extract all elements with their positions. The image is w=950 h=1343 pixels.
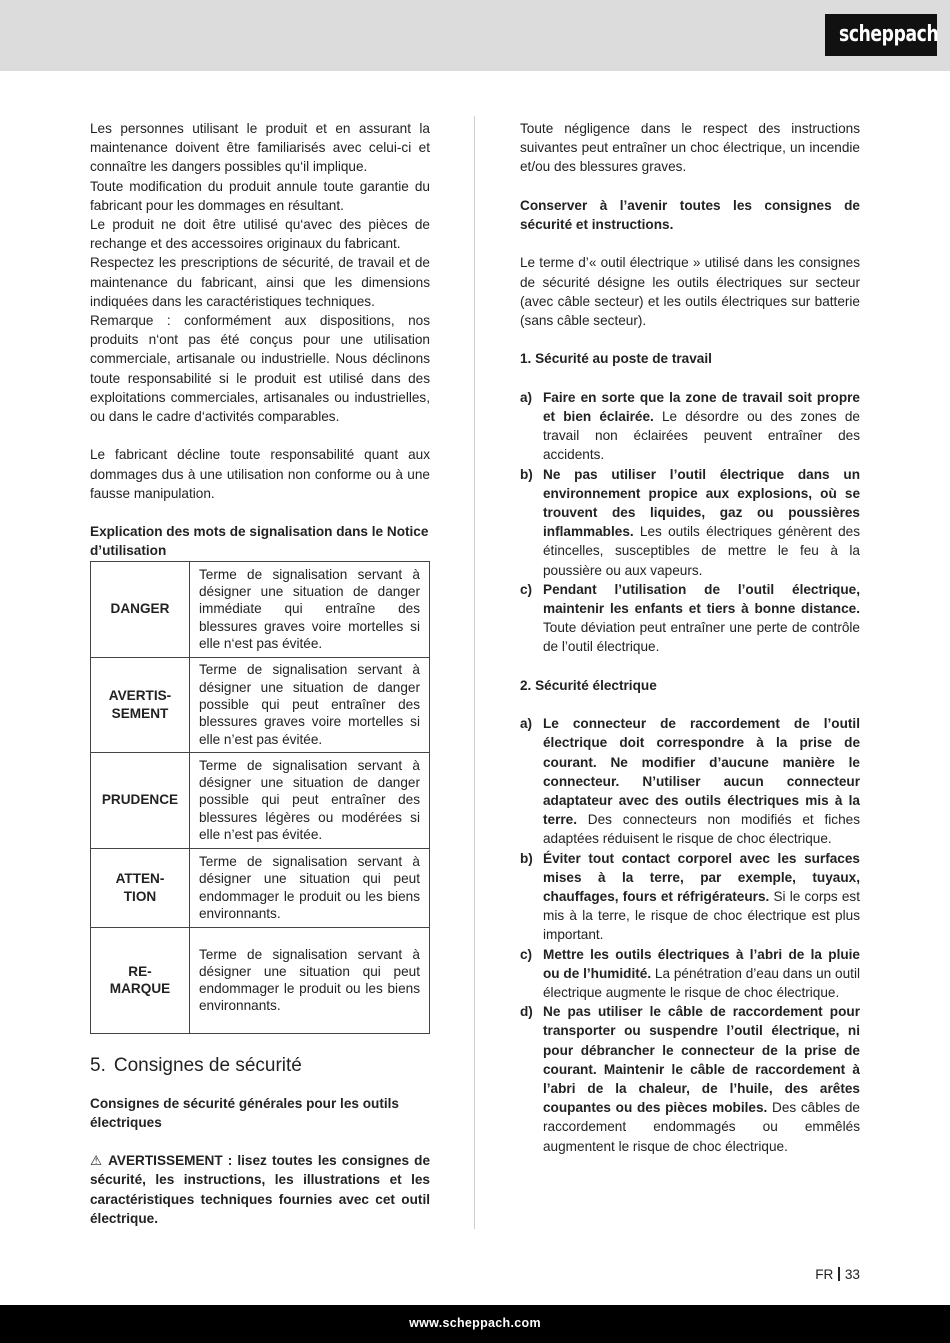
language-code: FR (815, 1267, 834, 1282)
signal-description: Terme de signalisation servant à désigner une situation de danger possible qui peut entraîner des blessures légères ou modérées si elle n’est pas évitée. (190, 752, 430, 848)
signal-words-table (90, 561, 430, 1034)
signal-term: RE- MARQUE (91, 927, 190, 1033)
signal-term: ATTEN- TION (91, 848, 190, 927)
signal-description: Terme de signalisation servant à désigner une situation de danger immédiate qui entraîne des blessures graves voire mortelles si elle n‘est pas évitée. (190, 561, 430, 657)
table-heading: Explication des mots de signalisation dans le Notice d’utilisation (90, 524, 429, 559)
signal-term: DANGER (91, 561, 190, 657)
electrical-heading: 2. Sécurité électrique (520, 677, 657, 693)
signal-term: AVERTIS- SEMENT (91, 657, 190, 752)
website-link[interactable]: www.scheppach.com (409, 1316, 541, 1330)
signal-term: PRUDENCE (91, 752, 190, 848)
general-heading: Consignes de sécurité générales pour les outils électriques (90, 1095, 399, 1130)
term-paragraph: Le terme d’« outil électrique » utilisé dans les consignes de sécurité désigne les outils électriques sur secteur (avec câble secteur) et les outils électriques sur batterie (sans câble secteur). (520, 255, 860, 328)
table-row (91, 752, 430, 848)
list-item: c) Pendant l’utilisation de l’outil électrique, maintenir les enfants et tiers à bonne distance. Toute déviation peut entraîner une perte de contrôle de l’outil électrique. (520, 581, 860, 655)
warning-paragraph: ⚠ AVERTISSEMENT : lisez toutes les consignes de sécurité, les instructions, les illustrations et les caractéristiques techniques fournies avec cet outil électrique. (90, 1153, 431, 1226)
table-row (91, 927, 430, 1033)
page-separator (838, 1267, 840, 1281)
intro-paragraph: Respectez les prescriptions de sécurité, de travail et de maintenance du fabricant, ainsi que les dimensions indiquées dans les caractéristiques techniques. (90, 255, 430, 309)
intro-paragraph: Les personnes utilisant le produit et en assurant la maintenance doivent être familiarisés avec celui-ci et connaître les dangers possibles qu‘il implique. (90, 121, 430, 175)
list-item: d) Ne pas utiliser le câble de raccordement pour transporter ou suspendre l’outil électrique, ni pour débrancher le connecteur de la prise de courant. Maintenir le câble de raccordement à l’abri de la chaleur, de l’huile, des arêtes coupantes ou des pièces mobiles. Des câbles de raccordement endommagés ou emmêlés augmentent le risque de choc électrique. (520, 1004, 860, 1154)
intro-paragraph: Remarque : conformément aux dispositions, nos produits n‘ont pas été conçus pour une utilisation commerciale, artisanale ou industrielle. Nous déclinons toute responsabilité si le produit est utilisé dans des exploitations commerciales, artisanales ou industrielles, ou dans le cadre d‘activités comparables. (90, 313, 430, 425)
page-indicator (815, 1265, 860, 1284)
column-divider (474, 116, 475, 1229)
signal-description: Terme de signalisation servant à désigner une situation qui peut endommager le produit ou les biens environnants. (190, 927, 430, 1033)
left-column (90, 119, 430, 1228)
scheppach-logo: scheppach (825, 14, 937, 56)
warning-icon: ⚠ (90, 1153, 104, 1169)
right-column (520, 119, 860, 1156)
list-item: b) Ne pas utiliser l’outil électrique dans un environnement propice aux explosions, où se trouvent des liquides, gaz ou poussières inflammables. Les outils électriques génèrent des étincelles, susceptibles de mettre le feu à la poussière ou aux vapeurs. (520, 466, 860, 578)
workplace-heading: 1. Sécurité au poste de travail (520, 351, 712, 367)
header-band (0, 0, 950, 71)
intro-paragraph: Toute négligence dans le respect des instructions suivantes peut entraîner un choc électrique, un incendie et/ou des blessures graves. (520, 121, 860, 175)
table-row (91, 657, 430, 752)
section-title: 5. Consignes de sécurité (90, 1054, 302, 1076)
list-item: a) Le connecteur de raccordement de l’outil électrique doit correspondre à la prise de courant. Ne modifier d’aucune manière le connecteur. N’utiliser aucun connecteur adaptateur avec des outils électriques mis à la terre. Des connecteurs non modifiés et fiches adaptées réduisent le risque de choc électrique. (520, 716, 860, 847)
table-row (91, 848, 430, 927)
keep-instructions-heading: Conserver à l’avenir toutes les consignes de sécurité et instructions. (520, 197, 860, 232)
intro-paragraph: Le produit ne doit être utilisé qu‘avec des pièces de rechange et des accessoires originaux du fabricant. (90, 217, 430, 252)
list-item: a) Faire en sorte que la zone de travail soit propre et bien éclairée. Le désordre ou des zones de travail non éclairées peuvent entraîner des accidents. (520, 389, 860, 463)
footer-band (0, 1305, 950, 1343)
signal-description: Terme de signalisation servant à désigner une situation de danger possible qui peut entraîner des blessures graves voire mortelles si elle n’est pas évitée. (190, 657, 430, 752)
intro-paragraph: Toute modification du produit annule toute garantie du fabricant pour les dommages en résultant. (90, 178, 430, 213)
liability-paragraph: Le fabricant décline toute responsabilité quant aux dommages dus à une utilisation non conforme ou à une fausse manipulation. (90, 447, 430, 501)
page-number: 33 (844, 1267, 860, 1282)
signal-description: Terme de signalisation servant à désigner une situation qui peut endommager le produit ou les biens environnants. (190, 848, 430, 927)
list-item: c) Mettre les outils électriques à l’abri de la pluie ou de l’humidité. La pénétration d’eau dans un outil électrique augmente le risque de choc électrique. (520, 946, 860, 1001)
table-row (91, 561, 430, 657)
list-item: b) Éviter tout contact corporel avec les surfaces mises à la terre, par exemple, tuyaux, chauffages, fours et réfrigérateurs. Si le corps est mis à la terre, le risque de choc électrique est plus important. (520, 850, 860, 943)
